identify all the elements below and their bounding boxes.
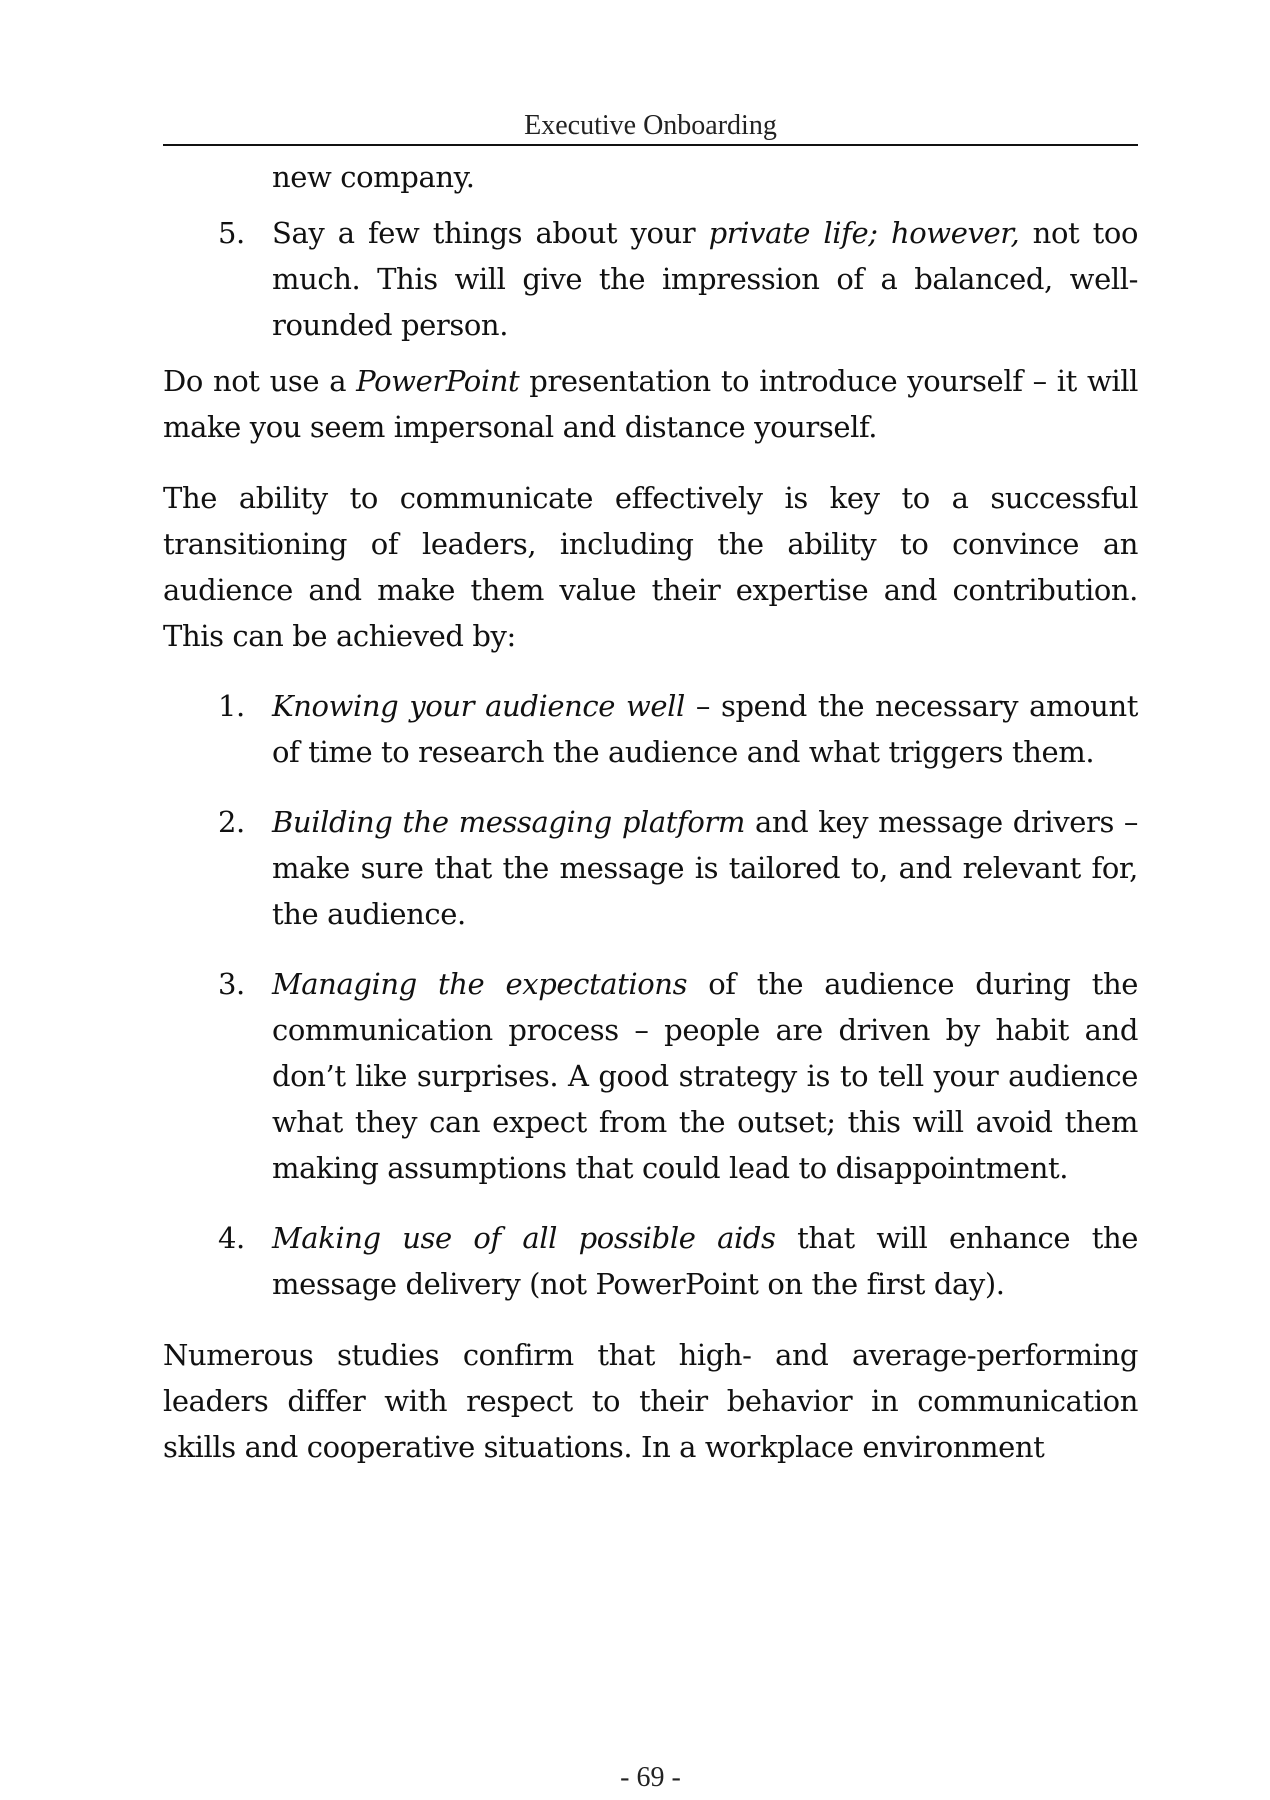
list-item-emphasis: Knowing your audience well bbox=[272, 689, 685, 723]
paragraph-powerpoint: Do not use a PowerPoint presentation to introduce yourself – it will make you seem impersonal and distance yourself. bbox=[163, 364, 1139, 444]
list-item-number: 5. bbox=[218, 216, 245, 250]
list-item-number: 3. bbox=[218, 967, 245, 1001]
book-page bbox=[163, 100, 1138, 1800]
list-continuation: new company. bbox=[272, 160, 475, 194]
list-item-number: 4. bbox=[218, 1221, 245, 1255]
list-item-emphasis: Managing the expectations bbox=[272, 967, 688, 1001]
paragraph-emphasis: PowerPoint bbox=[356, 364, 520, 398]
list-item-3 bbox=[163, 961, 1138, 1191]
list-item-1 bbox=[163, 683, 1138, 775]
list-item-text: – spend the necessary amount of time to research the audience and what triggers them. bbox=[272, 689, 1138, 769]
list-item-5 bbox=[163, 210, 1138, 348]
list-item-2 bbox=[163, 799, 1138, 937]
list-item-text: and key message drivers – make sure that the message is tailored to, and relevant for, the audience. bbox=[272, 805, 1139, 931]
list-item-emphasis: private life; however, bbox=[708, 216, 1020, 250]
paragraph-communication: The ability to communicate effectively is key to a successful transitioning of leaders, including the ability to convince an audience and make them value their expertise and contribution. This can be achieved by: bbox=[163, 481, 1138, 653]
list-item-text: of the audience during the communication process – people are driven by habit and don’t like surprises. A good strategy is to tell your audience what they can expect from the outset; this will avoid them making assumptions that could lead to disappointment. bbox=[272, 967, 1138, 1185]
paragraph-studies: Numerous studies confirm that high- and average-performing leaders differ with respect to their behavior in communication skills and cooperative situations. In a workplace environment bbox=[163, 1338, 1138, 1464]
list-item-text-pre: Say a few things about your bbox=[272, 216, 709, 250]
page-body bbox=[163, 154, 1138, 1470]
list-item-emphasis: Building the messaging platform bbox=[272, 805, 745, 839]
list-item-emphasis: Making use of all possible aids bbox=[272, 1221, 776, 1255]
list-item-4 bbox=[163, 1215, 1138, 1307]
header-title: Executive Onboarding bbox=[524, 110, 777, 141]
list-item-text-post: not too much. This will give the impression of a balanced, well-rounded person. bbox=[272, 216, 1138, 342]
list-item-number: 1. bbox=[218, 689, 245, 723]
running-header bbox=[163, 100, 1138, 146]
list-item-number: 2. bbox=[218, 805, 245, 839]
list-item-text: that will enhance the message delivery (not PowerPoint on the first day). bbox=[272, 1221, 1138, 1301]
page-number: - 69 - bbox=[620, 1762, 681, 1793]
